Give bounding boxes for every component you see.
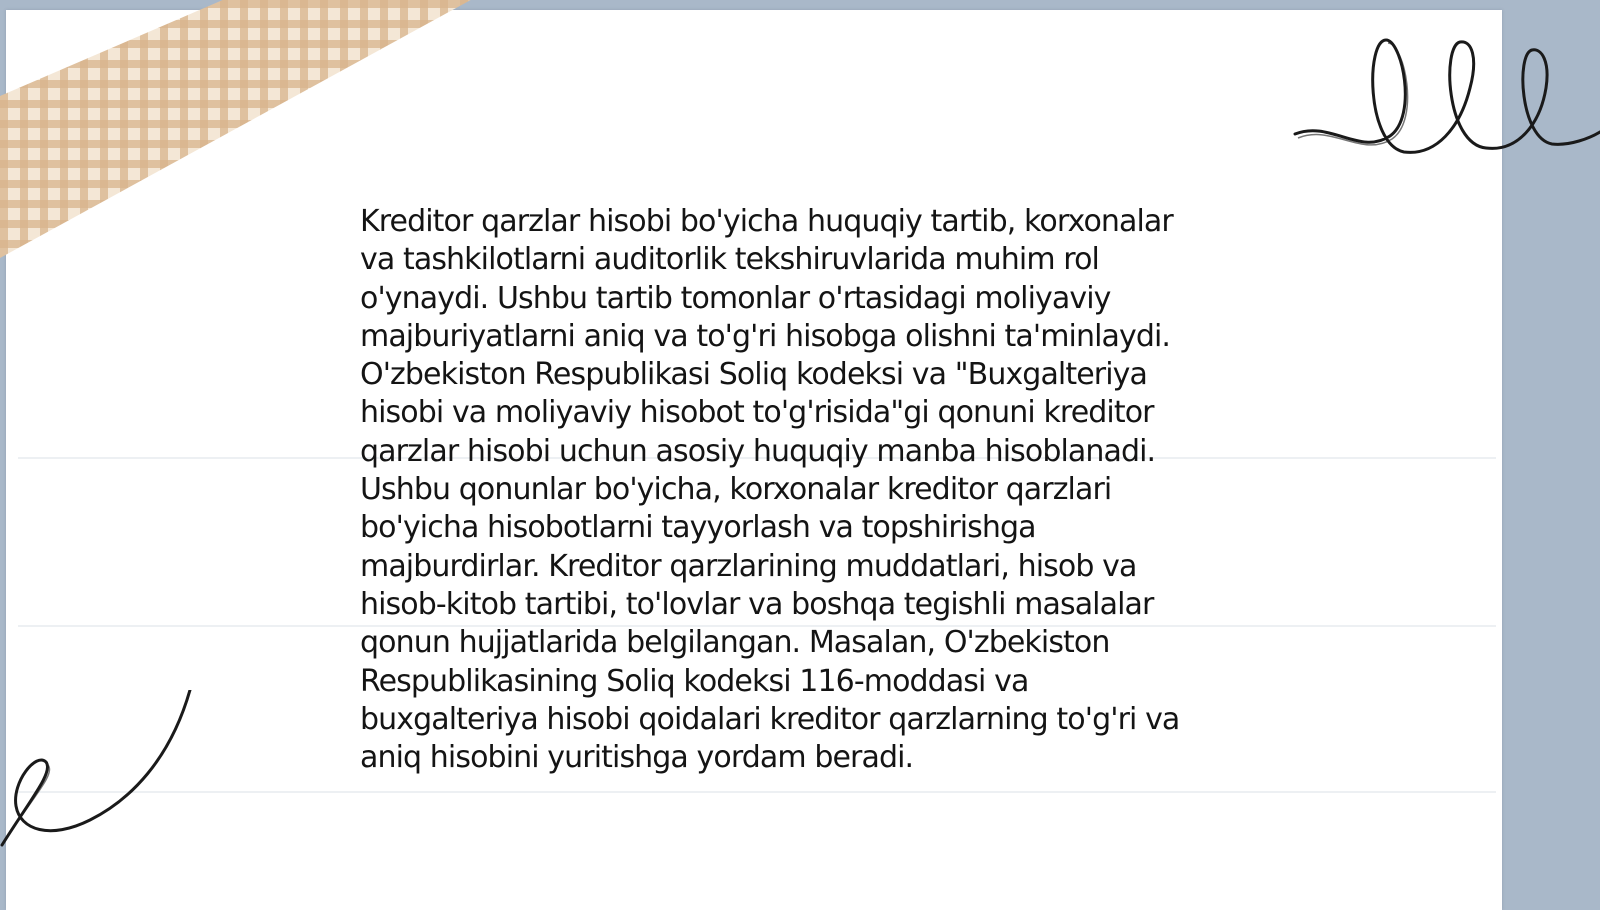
body-paragraph: Kreditor qarzlar hisobi bo'yicha huquqiy tartib, korxonalar va tashkilotlarni auditorlik tekshiruvlarida muhim rol o'ynaydi. Ushbu tartib tomonlar o'rtasidagi moliyaviy majburiyatlarni aniq va to'g'ri hisobga olishni ta'minlaydi. O'zbekiston Respublikasi Soliq kodeksi va "Buxgalteriya hisobi va moliyaviy hisobot to'g'risida"gi qonuni kreditor qarzlar hisobi uchun asosiy huquqiy manba hisoblanadi. Ushbu qonunlar bo'yicha, korxonalar kreditor qarzlari bo'yicha hisobotlarni tayyorlash va topshirishga majburdirlar. Kreditor qarzlarining muddatlari, hisob va hisob-kitob tartibi, to'lovlar va boshqa tegishli masalalar qonun hujjatlarida belgilangan. Masalan, O'zbekiston Respublikasining Soliq kodeksi 116-moddasi va buxgalteriya hisobi qoidalari kreditor qarzlarning to'g'ri va aniq hisobini yuritishga yordam beradi.: [360, 204, 1180, 776]
swoosh-scribble-decoration: [0, 690, 200, 850]
loop-scribble-decoration: [1290, 28, 1600, 168]
paper-rule-line: [18, 791, 1496, 793]
